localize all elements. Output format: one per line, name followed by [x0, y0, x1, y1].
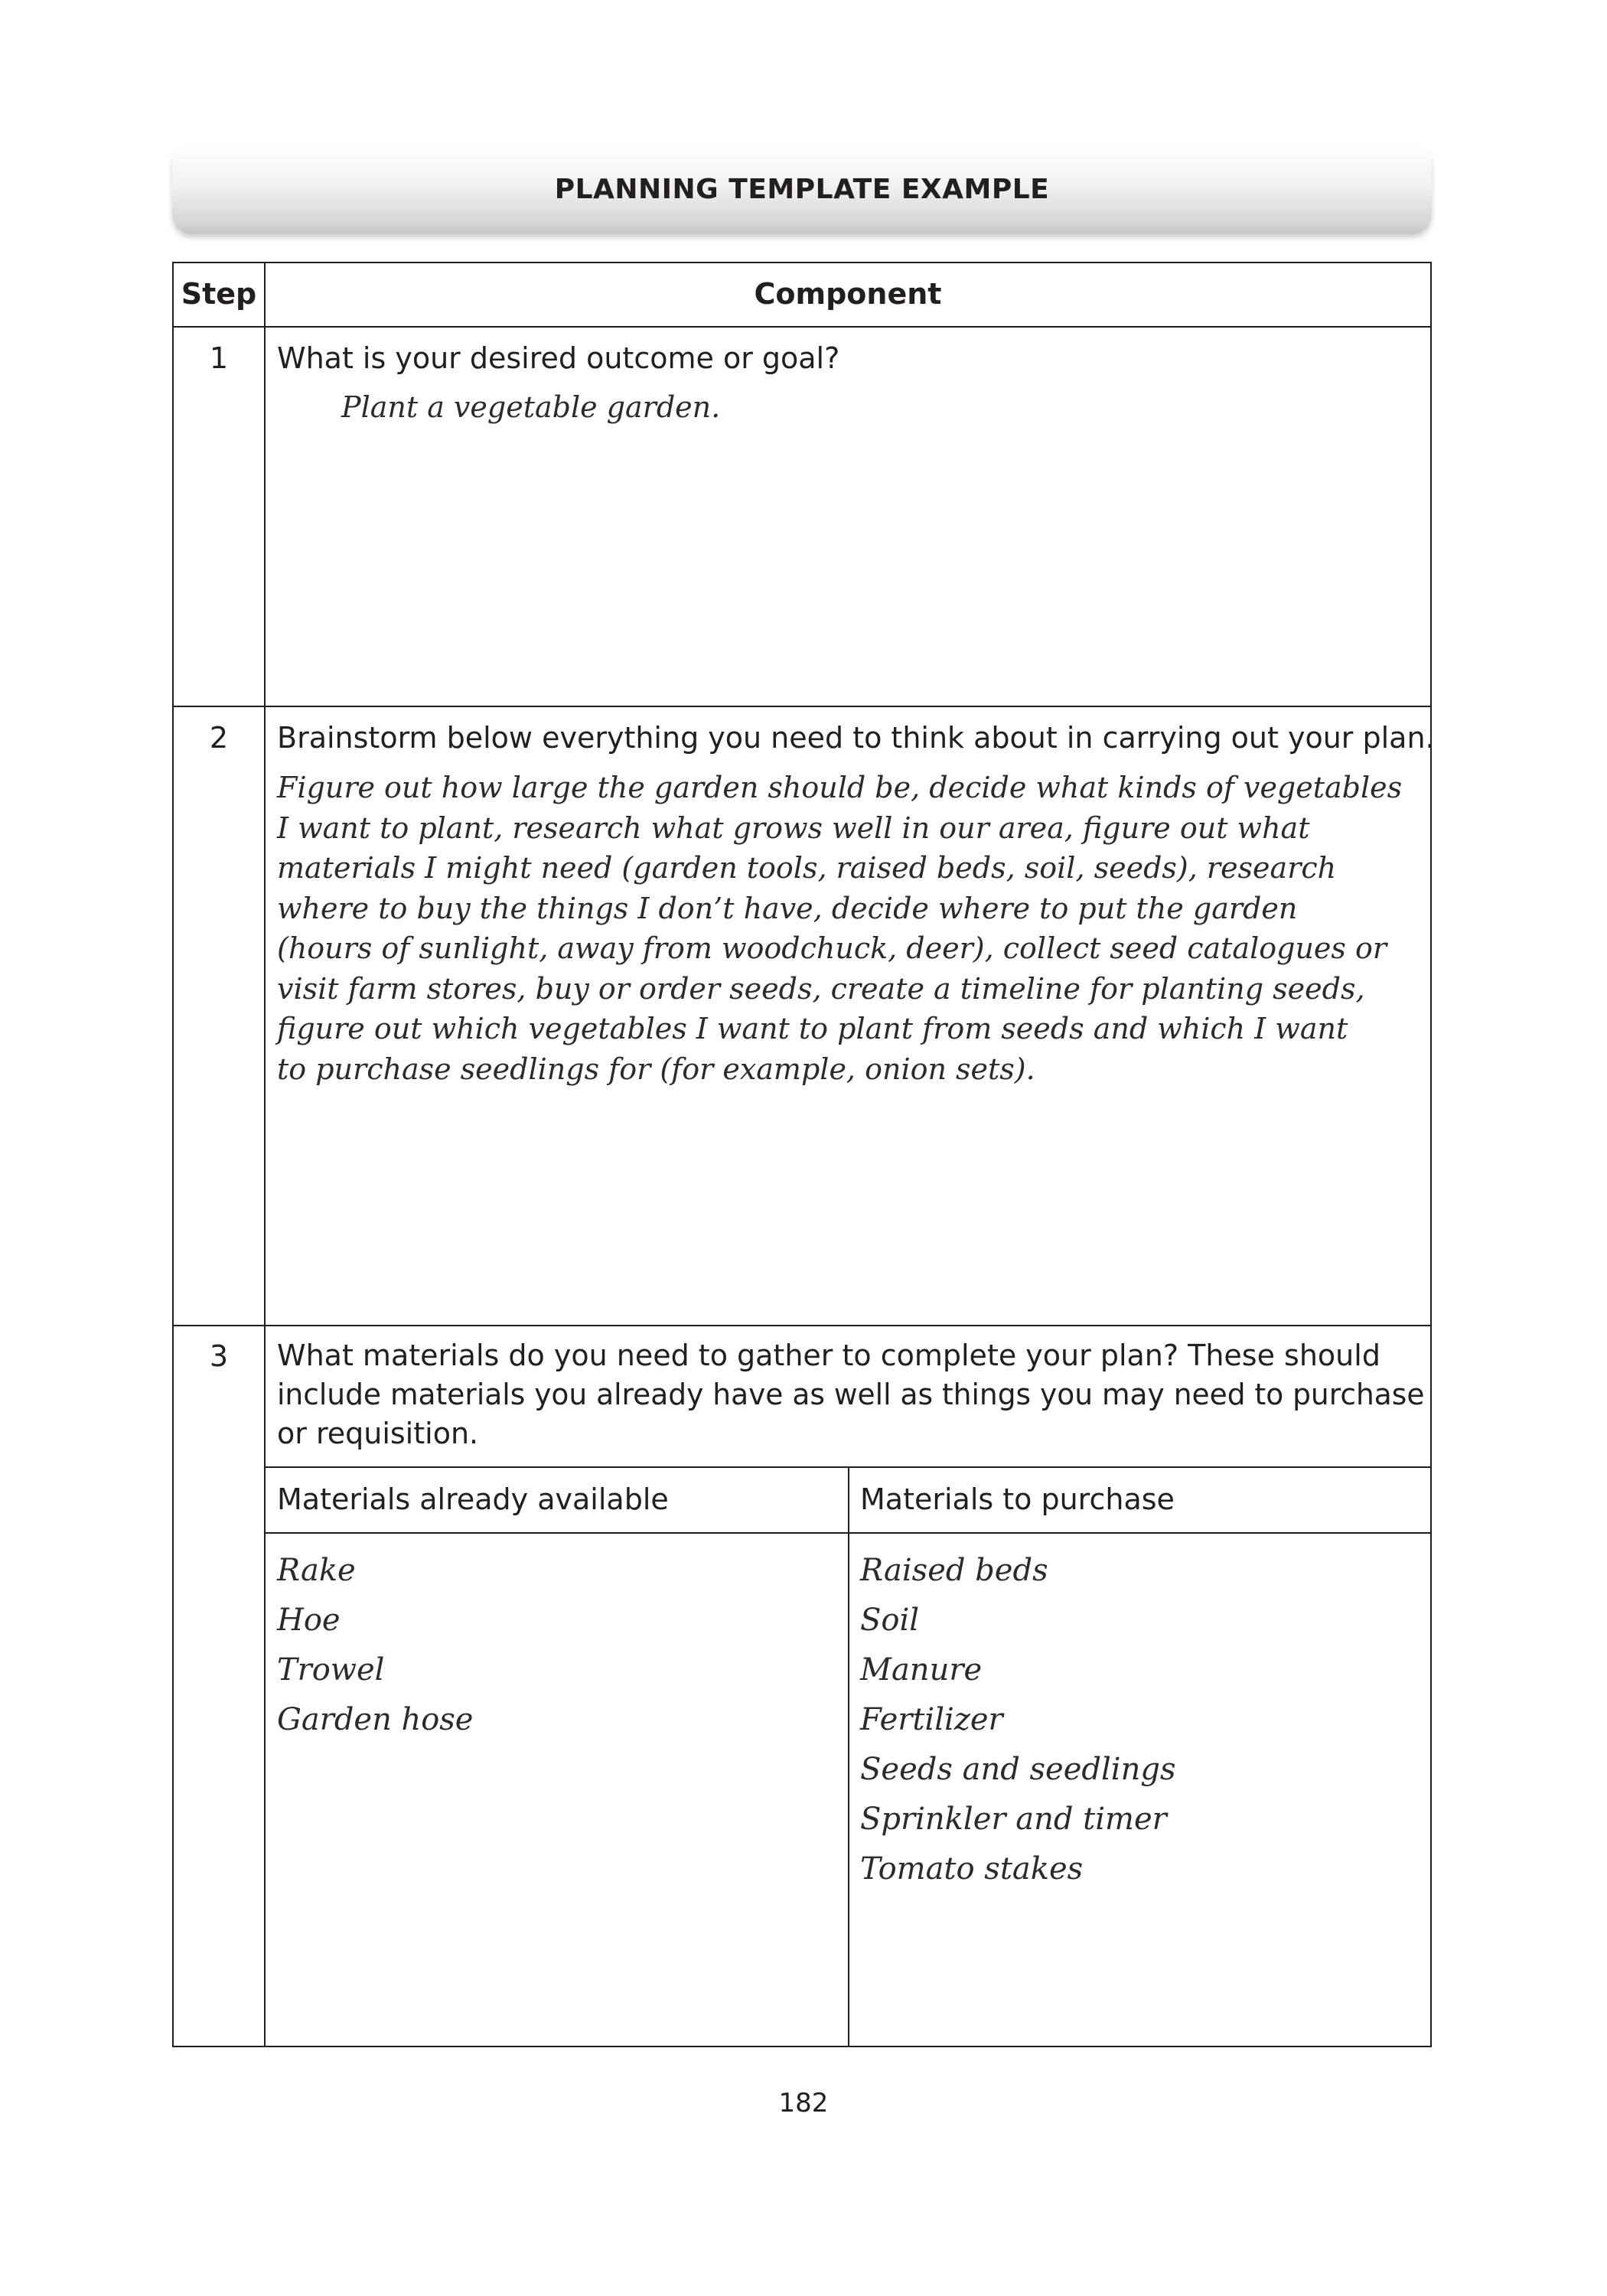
answer-line: where to buy the things I don’t have, decide where to put the garden: [277, 891, 1298, 925]
answer-line: I want to plant, research what grows well in our area, figure out what: [277, 810, 1310, 845]
question-line: What materials do you need to gather to complete your plan? These should: [277, 1339, 1380, 1372]
brainstorm-question: Brainstorm below everything you need to think about in carrying out your plan.: [277, 721, 1435, 755]
materials-purchase-list: [860, 1546, 1175, 1894]
list-item: Soil: [860, 1603, 920, 1638]
materials-purchase-header: Materials to purchase: [860, 1482, 1175, 1516]
list-item: Raised beds: [860, 1553, 1048, 1588]
list-item: Trowel: [277, 1652, 385, 1688]
goal-answer: Plant a vegetable garden.: [341, 390, 721, 424]
materials-column-divider: [848, 1466, 849, 2047]
question-line: include materials you already have as well as things you may need to purchase: [277, 1378, 1425, 1411]
answer-line: visit farm stores, buy or order seeds, create a timeline for planting seeds,: [277, 971, 1365, 1006]
table-border-bottom: [172, 2046, 1432, 2047]
row2-divider: [172, 1325, 1432, 1326]
question-line: or requisition.: [277, 1417, 479, 1450]
table-border-left: [172, 262, 174, 2047]
materials-header-bottom: [264, 1532, 1432, 1534]
table-border-right: [1430, 262, 1432, 2047]
answer-line: materials I might need (garden tools, raised beds, soil, seeds), research: [277, 851, 1337, 885]
row1-divider: [172, 706, 1432, 707]
step-number: 2: [209, 721, 229, 755]
step-column-divider: [264, 262, 266, 2047]
header-component: Component: [754, 277, 942, 311]
answer-line: figure out which vegetables I want to plant from seeds and which I want: [277, 1012, 1348, 1045]
planning-table: [172, 262, 1435, 2047]
brainstorm-answer: [277, 768, 1421, 1089]
header-divider: [172, 326, 1432, 328]
step-number: 3: [209, 1339, 229, 1373]
answer-line: Figure out how large the garden should be, decide what kinds of vegetables: [277, 771, 1403, 804]
list-item: Hoe: [277, 1603, 341, 1638]
list-item: Fertilizer: [860, 1702, 1003, 1737]
list-item: Garden hose: [277, 1702, 474, 1737]
goal-question: What is your desired outcome or goal?: [277, 341, 840, 375]
answer-line: to purchase seedlings for (for example, onion sets).: [277, 1052, 1035, 1086]
materials-question: [277, 1336, 1425, 1453]
materials-available-header: Materials already available: [277, 1482, 669, 1516]
table-border-top: [172, 262, 1432, 263]
page-number: 182: [778, 2088, 829, 2118]
header-step: Step: [181, 277, 257, 311]
list-item: Seeds and seedlings: [860, 1752, 1176, 1787]
step-number: 1: [209, 341, 229, 375]
title-banner: [172, 144, 1432, 234]
materials-header-top: [264, 1466, 1432, 1468]
list-item: Manure: [860, 1652, 983, 1688]
page-title: PLANNING TEMPLATE EXAMPLE: [554, 173, 1050, 205]
answer-line: (hours of sunlight, away from woodchuck, deer), collect seed catalogues or: [277, 931, 1387, 965]
list-item: Sprinkler and timer: [860, 1802, 1167, 1837]
list-item: Rake: [277, 1553, 356, 1588]
materials-available-list: [277, 1546, 474, 1745]
list-item: Tomato stakes: [860, 1851, 1084, 1887]
